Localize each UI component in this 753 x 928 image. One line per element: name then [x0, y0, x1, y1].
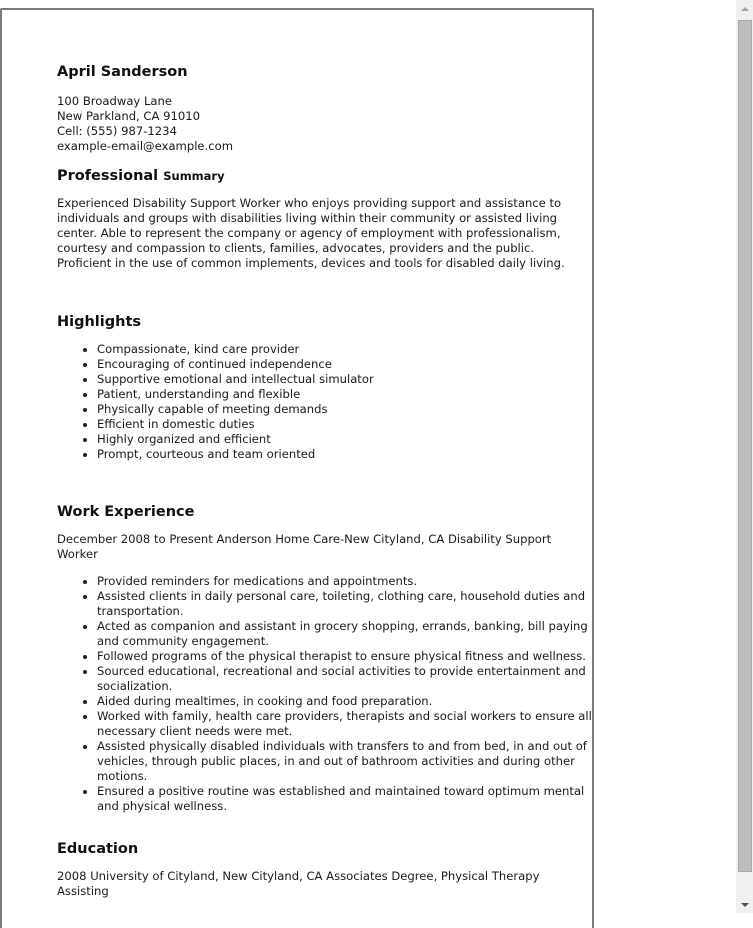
list-item: Worked with family, health care providers, therapists and social workers to ensure all necessary client needs were met. [97, 709, 592, 738]
highlights-section [57, 315, 592, 462]
list-item: Acted as companion and assistant in grocery shopping, errands, banking, bill paying and community engagement. [97, 619, 592, 649]
work-section [57, 505, 592, 814]
arrow-down-icon [741, 903, 749, 907]
address-line-1: 100 Broadway Lane [57, 94, 173, 108]
education-line: 2008 University of Cityland, New Cityland, CA Associates Degree, Physical Therapy Assisting [57, 869, 540, 898]
list-item: Sourced educational, recreational and social activities to provide entertainment and socialization. [97, 664, 592, 694]
list-item: Aided during mealtimes, in cooking and food preparation. [97, 694, 592, 709]
list-item: Encouraging of continued independence [97, 357, 592, 372]
highlights-list [57, 342, 592, 462]
list-item: Physically capable of meeting demands [97, 402, 592, 417]
summary-text: Experienced Disability Support Worker who enjoys providing support and assistance to individuals and groups with disabilities living within their community or assisted living center. Able to represent the company or agency of employment with professionalism, courtesy and compassion to clients, families, advocates, providers and the public. Proficient in the use of common implements, devices and tools for disabled daily living. [57, 196, 565, 270]
work-duties-list [57, 574, 592, 814]
list-item: Prompt, courteous and team oriented [97, 447, 592, 462]
vertical-scrollbar[interactable] [736, 0, 753, 913]
list-item: Ensured a positive routine was established and maintained toward optimum mental and physical wellness. [97, 784, 592, 814]
address-line-2: New Parkland, CA 91010 [57, 109, 201, 123]
list-item: Assisted physically disabled individuals with transfers to and from bed, in and out of vehicles, through public places, in and out of bathroom activities and during other motions. [97, 739, 592, 784]
candidate-name: April Sanderson [57, 64, 188, 80]
list-item: Efficient in domestic duties [97, 417, 592, 432]
arrow-up-icon [741, 7, 749, 11]
scroll-down-button[interactable] [736, 896, 753, 913]
resume-page [0, 8, 594, 928]
email: example-email@example.com [57, 139, 234, 153]
list-item: Followed programs of the physical therapist to ensure physical fitness and wellness. [97, 649, 592, 664]
list-item: Supportive emotional and intellectual simulator [97, 372, 592, 387]
education-heading: Education [57, 841, 139, 857]
summary-section [57, 169, 592, 271]
phone: Cell: (555) 987-1234 [57, 124, 177, 138]
list-item: Assisted clients in daily personal care, toileting, clothing care, household duties and transportation. [97, 589, 592, 619]
summary-heading [57, 169, 592, 184]
job-line: December 2008 to Present Anderson Home Care-New Cityland, CA Disability Support Worker [57, 532, 552, 561]
scrollbar-thumb[interactable] [738, 20, 752, 872]
list-item: Highly organized and efficient [97, 432, 592, 447]
summary-heading-main: Professional [57, 168, 159, 184]
highlights-heading: Highlights [57, 314, 142, 330]
list-item: Patient, understanding and flexible [97, 387, 592, 402]
summary-heading-small: Summary [163, 169, 225, 183]
list-item: Provided reminders for medications and appointments. [97, 574, 592, 589]
list-item: Compassionate, kind care provider [97, 342, 592, 357]
work-heading: Work Experience [57, 504, 195, 520]
education-section [57, 842, 592, 899]
contact-block [57, 94, 233, 154]
scroll-up-button[interactable] [736, 0, 753, 17]
